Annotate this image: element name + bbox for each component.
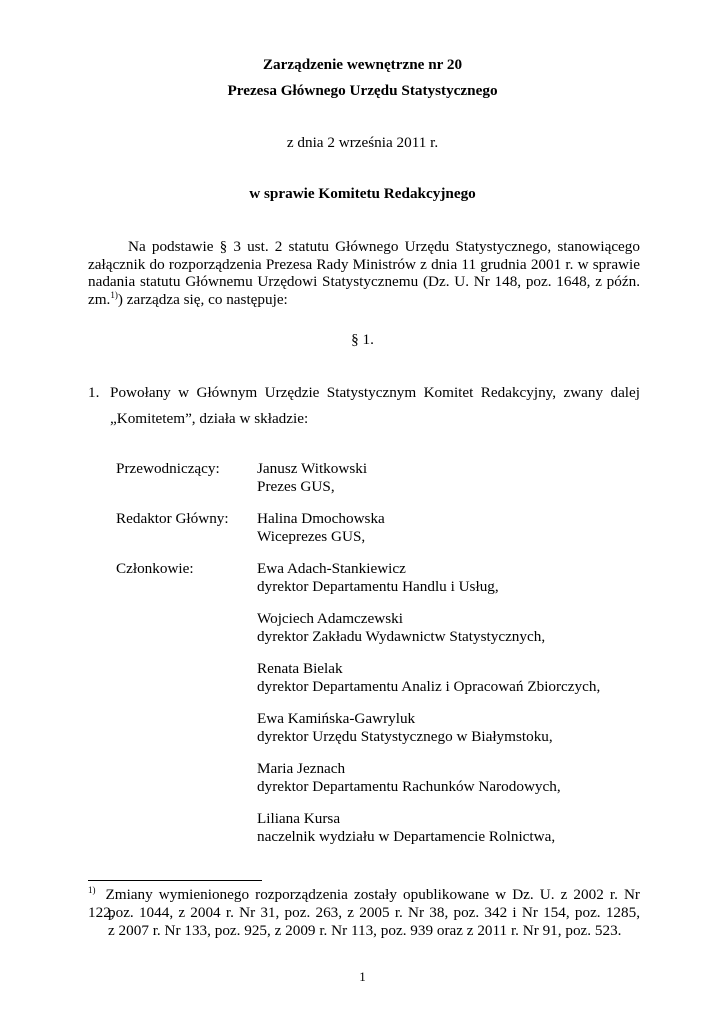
member-name: Maria Jeznach xyxy=(257,760,346,777)
footnote-marker: 1) xyxy=(88,885,96,895)
chair-role: Przewodniczący: xyxy=(116,460,220,477)
member-name: Renata Bielak xyxy=(257,660,343,677)
footnote-separator xyxy=(88,880,262,881)
members-role: Członkowie: xyxy=(116,560,194,577)
member-entry xyxy=(257,810,677,845)
document-date: z dnia 2 września 2011 r. xyxy=(286,134,439,151)
member-name: Liliana Kursa xyxy=(257,810,341,827)
section-heading: § 1. xyxy=(351,331,374,348)
member-title: dyrektor Zakładu Wydawnictw Statystycznych, xyxy=(257,627,546,645)
title-line-1: Zarządzenie wewnętrzne nr 20 xyxy=(262,56,463,73)
editor-name: Halina Dmochowska xyxy=(257,510,385,527)
title-line-2: Prezesa Głównego Urzędu Statystycznego xyxy=(227,82,498,99)
intro-line-1: Na podstawie § 3 ust. 2 statutu Głównego Urzędu Statystycznego, stanowiącego xyxy=(128,238,640,255)
item-number: 1. xyxy=(88,384,100,401)
intro-line-4-start: zm. xyxy=(88,290,111,308)
member-entry xyxy=(257,560,677,595)
intro-line-3: nadania statutu Głównemu Urzędowi Statystycznemu (Dz. U. Nr 148, poz. 1648, z późn. xyxy=(88,273,640,290)
member-title: dyrektor Departamentu Handlu i Usług, xyxy=(257,577,499,595)
intro-line-2: załącznik do rozporządzenia Prezesa Rady Ministrów z dnia 11 grudnia 2001 r. w sprawie xyxy=(88,255,640,273)
member-entry xyxy=(257,760,677,795)
intro-line-4-end: ) zarządza się, co następuje: xyxy=(117,290,288,308)
chair-name: Janusz Witkowski xyxy=(257,460,368,477)
member-title: naczelnik wydziału w Departamencie Rolnictwa, xyxy=(257,827,556,845)
footnote-line-2: poz. 1044, z 2004 r. Nr 31, poz. 263, z 2005 r. Nr 38, poz. 342 i Nr 154, poz. 1285, xyxy=(108,904,640,921)
member-name: Ewa Adach-Stankiewicz xyxy=(257,560,406,577)
page-number: 1 xyxy=(359,969,366,984)
intro-paragraph xyxy=(88,238,640,308)
member-title: dyrektor Departamentu Rachunków Narodowych, xyxy=(257,777,561,795)
item-1-line-2: „Komitetem”, działa w składzie: xyxy=(110,410,309,427)
editor-title: Wiceprezes GUS, xyxy=(257,527,366,545)
member-entry xyxy=(257,610,677,645)
member-name: Ewa Kamińska-Gawryluk xyxy=(257,710,416,727)
document-subject: w sprawie Komitetu Redakcyjnego xyxy=(249,185,476,202)
editor-role: Redaktor Główny: xyxy=(116,510,229,527)
chair-entry xyxy=(257,460,677,495)
item-1-line-1: Powołany w Głównym Urzędzie Statystycznym Komitet Redakcyjny, zwany dalej xyxy=(110,384,640,401)
member-title: dyrektor Urzędu Statystycznego w Białymstoku, xyxy=(257,727,553,745)
member-entry xyxy=(257,660,677,695)
editor-entry xyxy=(257,510,677,545)
footnote xyxy=(88,886,640,940)
member-entry xyxy=(257,710,677,745)
intro-line-4 xyxy=(88,291,640,309)
footnote-text-1: Zmiany wymienionego rozporządzenia zostały opublikowane w Dz. U. z 2002 r. Nr 122, xyxy=(88,886,640,921)
footnote-line-3: z 2007 r. Nr 133, poz. 925, z 2009 r. Nr 113, poz. 939 oraz z 2011 r. Nr 91, poz. 523. xyxy=(108,922,622,939)
footnote-reference: 1) xyxy=(110,289,118,300)
chair-title: Prezes GUS, xyxy=(257,477,335,495)
member-name: Wojciech Adamczewski xyxy=(257,610,403,627)
member-title: dyrektor Departamentu Analiz i Opracowań Zbiorczych, xyxy=(257,677,601,695)
